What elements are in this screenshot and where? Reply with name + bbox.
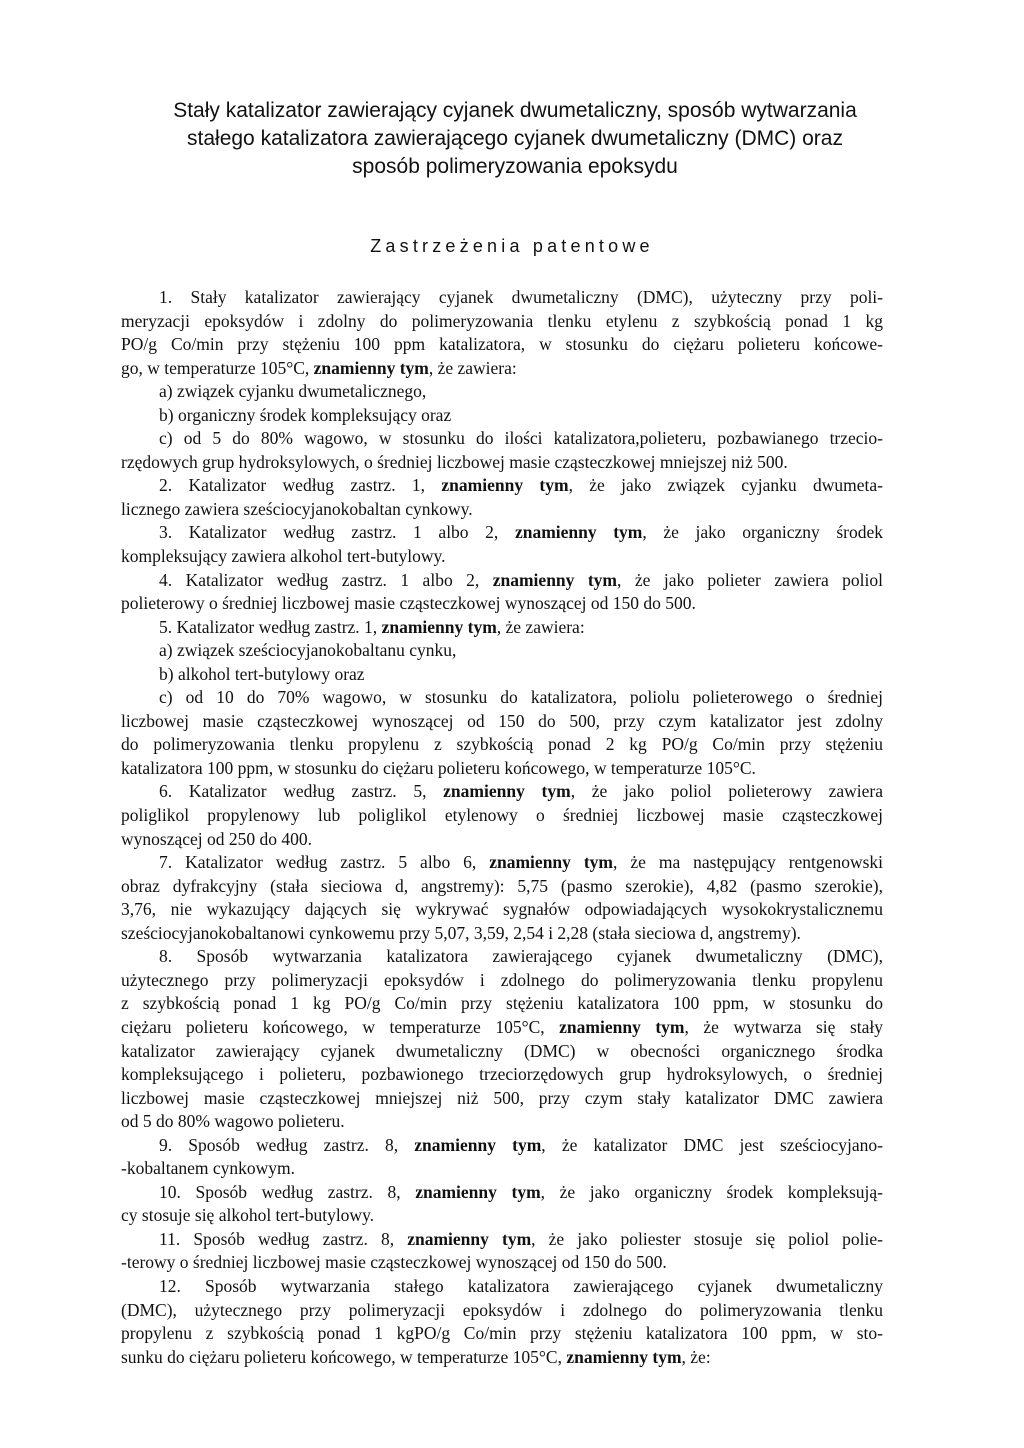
title-line: stałego katalizatora zawierającego cyjanek dwumetaliczny (DMC) oraz <box>187 127 843 150</box>
line-text: ciężaru polieteru końcowego, w temperaturze 105°C, <box>121 1016 560 1037</box>
line-text: 5. Katalizator według zastrz. 1, <box>159 616 382 637</box>
claim-line <box>121 733 883 757</box>
claim-line <box>121 1251 883 1275</box>
line-text: , że jako poliester stosuje się poliol polie- <box>531 1228 884 1249</box>
line-text: c) od 5 do 80% wagowo, w stosunku do ilości katalizatora,polieteru, pozbawianego trzecio- <box>159 428 883 449</box>
emphasis-text: znamienny tym <box>514 522 643 543</box>
line-text: katalizatora 100 ppm, w stosunku do ciężaru polieteru końcowego, w temperaturze 105°C. <box>121 757 756 778</box>
emphasis-text: znamienny tym <box>443 781 571 802</box>
claim-line <box>121 498 883 522</box>
emphasis-text: znamienny tym <box>407 1228 532 1249</box>
line-text: z szybkością ponad 1 kg PO/g Co/min przy stężeniu katalizatora 100 ppm, w stosunku do <box>121 993 883 1014</box>
line-text: polieterowy o średniej liczbowej masie cząsteczkowej wynoszącej od 150 do 500. <box>121 593 696 614</box>
line-text: 1. Stały katalizator zawierający cyjanek dwumetaliczny (DMC), użyteczny przy poli- <box>159 287 883 307</box>
line-text: a) związek cyjanku dwumetalicznego, <box>159 381 427 402</box>
line-text: kompleksującego i polieteru, pozbawionego trzeciorzędowych grup hydroksylowych, o średniej <box>121 1064 883 1085</box>
line-text: , że jako polieter zawiera poliol <box>617 569 883 590</box>
claim-line <box>121 922 883 946</box>
line-text: cy stosuje się alkohol tert-butylowy. <box>121 1205 375 1226</box>
claim-line <box>121 875 883 899</box>
claim-line <box>121 710 883 734</box>
emphasis-text: znamienny tym <box>414 1134 542 1155</box>
line-text: meryzacji epoksydów i zdolny do polimeryzowania tlenku etylenu z szybkością ponad 1 kg <box>121 310 883 331</box>
document-title <box>110 97 920 181</box>
claim-line <box>121 521 883 545</box>
claim-line <box>121 616 883 640</box>
line-text: propylenu z szybkością ponad 1 kgPO/g Co/min przy stężeniu katalizatora 100 ppm, w sto- <box>121 1323 883 1344</box>
claim-line <box>121 1228 883 1252</box>
claim-line <box>121 828 883 852</box>
line-text: do polimeryzowania tlenku propylenu z szybkością ponad 2 kg PO/g Co/min przy stężeniu <box>121 734 883 755</box>
claim-line <box>121 1322 883 1346</box>
claim-line <box>121 310 883 334</box>
line-text: , że jako poliol polieterowy zawiera <box>570 781 884 802</box>
claim-line <box>121 1181 883 1205</box>
line-text: 4. Katalizator według zastrz. 1 albo 2, <box>159 569 493 590</box>
claim-line <box>121 1157 883 1181</box>
line-text: c) od 10 do 70% wagowo, w stosunku do katalizatora, poliolu polieterowego o średniej <box>159 687 883 708</box>
claim-line <box>121 1204 883 1228</box>
line-text: 11. Sposób według zastrz. 8, <box>159 1228 408 1249</box>
emphasis-text: znamienny tym <box>559 1016 685 1037</box>
line-text: liczbowej masie cząsteczkowej mniejszej niż 500, przy czym stały katalizator DMC zawiera <box>121 1087 883 1108</box>
claim-line <box>121 851 883 875</box>
claim-line <box>121 1016 883 1040</box>
claim-line <box>121 898 883 922</box>
line-text: 6. Katalizator według zastrz. 5, <box>159 781 444 802</box>
claim-line <box>121 1346 883 1370</box>
claim-line <box>121 404 883 428</box>
claim-line <box>121 1134 883 1158</box>
line-text: a) związek sześciocyjanokobaltanu cynku, <box>159 640 457 661</box>
claim-line <box>121 804 883 828</box>
emphasis-text: znamienny tym <box>441 475 569 496</box>
claim-line <box>121 545 883 569</box>
claim-line <box>121 639 883 663</box>
claim-line <box>121 427 883 451</box>
claim-line <box>121 380 883 404</box>
line-text: , że jako organiczny środek <box>642 522 884 543</box>
claims-body <box>121 286 883 1369</box>
line-text: 2. Katalizator według zastrz. 1, <box>159 475 442 496</box>
section-heading: Zastrzeżenia patentowe <box>370 236 654 256</box>
claim-line <box>121 1063 883 1087</box>
claim-line <box>121 969 883 993</box>
emphasis-text: znamienny tym <box>566 1346 682 1367</box>
claim-line <box>121 1040 883 1064</box>
line-text: liczbowej masie cząsteczkowej wynoszącej od 150 do 500, przy czym katalizator jest zdolny <box>121 710 883 731</box>
line-text: 7. Katalizator według zastrz. 5 albo 6, <box>159 852 490 873</box>
claim-line <box>121 686 883 710</box>
line-text: PO/g Co/min przy stężeniu 100 ppm katalizatora, w stosunku do ciężaru polieteru końcowe- <box>121 334 883 355</box>
claim-line <box>121 569 883 593</box>
line-text: sunku do ciężaru polieteru końcowego, w temperaturze 105°C, <box>121 1346 567 1367</box>
claim-line <box>121 286 883 310</box>
line-text: , że zawiera: <box>496 616 585 637</box>
emphasis-text: znamienny tym <box>381 616 497 637</box>
line-text: poliglikol propylenowy lub poliglikol etylenowy o średniej liczbowej masie cząsteczkowej <box>121 805 883 826</box>
line-text: -kobaltanem cynkowym. <box>121 1158 295 1179</box>
line-text: b) organiczny środek kompleksujący oraz <box>159 404 452 425</box>
emphasis-text: znamienny tym <box>492 569 618 590</box>
line-text: go, w temperaturze 105°C, <box>121 357 314 378</box>
line-text: 9. Sposób według zastrz. 8, <box>159 1134 415 1155</box>
claim-line <box>121 592 883 616</box>
emphasis-text: znamienny tym <box>415 1181 541 1202</box>
line-text: licznego zawiera sześciocyjanokobaltan cynkowy. <box>121 498 473 519</box>
claim-line <box>121 1110 883 1134</box>
line-text: , że jako związek cyjanku dwumeta- <box>568 475 883 496</box>
line-text: , że katalizator DMC jest sześciocyjano- <box>541 1134 884 1155</box>
title-line: Stały katalizator zawierający cyjanek dwumetaliczny, sposób wytwarzania <box>173 99 857 122</box>
line-text: (DMC), użytecznego przy polimeryzacji epoksydów i zdolnego do polimeryzowania tlenku <box>121 1299 883 1320</box>
line-text: , że zawiera: <box>428 357 517 378</box>
claim-line <box>121 1087 883 1111</box>
line-text: 8. Sposób wytwarzania katalizatora zawierającego cyjanek dwumetaliczny (DMC), <box>159 946 883 967</box>
line-text: 12. Sposób wytwarzania stałego katalizatora zawierającego cyjanek dwumetaliczny <box>159 1275 883 1296</box>
line-text: 3. Katalizator według zastrz. 1 albo 2, <box>159 522 515 543</box>
line-text: rzędowych grup hydroksylowych, o średniej liczbowej masie cząsteczkowej mniejszej niż 500. <box>121 451 788 472</box>
title-line: sposób polimeryzowania epoksydu <box>352 155 678 178</box>
emphasis-text: znamienny tym <box>313 357 429 378</box>
claim-line <box>121 451 883 475</box>
line-text: wynoszącej od 250 do 400. <box>121 828 313 849</box>
line-text: b) alkohol tert-butylowy oraz <box>159 663 365 684</box>
line-text: , że ma następujący rentgenowski <box>613 852 884 873</box>
claim-line <box>121 357 883 381</box>
claim-line <box>121 992 883 1016</box>
line-text: od 5 do 80% wagowo polieteru. <box>121 1111 345 1132</box>
line-text: , że wytwarza się stały <box>684 1016 883 1037</box>
line-text: obraz dyfrakcyjny (stała sieciowa d, angstremy): 5,75 (pasmo szerokie), 4,82 (pasmo szerokie), <box>121 875 883 896</box>
claim-line <box>121 945 883 969</box>
line-text: katalizator zawierający cyjanek dwumetaliczny (DMC) w obecności organicznego środka <box>121 1040 883 1061</box>
line-text: , że jako organiczny środek kompleksują- <box>540 1181 883 1202</box>
claim-line <box>121 333 883 357</box>
line-text: 3,76, nie wykazujący dających się wykrywać sygnałów odpowiadających wysokokrystalicznemu <box>121 899 883 920</box>
line-text: 10. Sposób według zastrz. 8, <box>159 1181 416 1202</box>
emphasis-text: znamienny tym <box>489 852 614 873</box>
claim-line <box>121 757 883 781</box>
claim-line <box>121 780 883 804</box>
claim-line <box>121 474 883 498</box>
line-text: -terowy o średniej liczbowej masie cząsteczkowej wynoszącej od 150 do 500. <box>121 1252 667 1273</box>
line-text: użytecznego przy polimeryzacji epoksydów i zdolnego do polimeryzowania tlenku propylenu <box>121 969 883 990</box>
claim-line <box>121 663 883 687</box>
line-text: sześciocyjanokobaltanowi cynkowemu przy 5,07, 3,59, 2,54 i 2,28 (stała sieciowa d, angstremy). <box>121 922 801 943</box>
claim-line <box>121 1275 883 1299</box>
claim-line <box>121 1299 883 1323</box>
line-text: , że: <box>681 1346 711 1367</box>
line-text: kompleksujący zawiera alkohol tert-butylowy. <box>121 546 446 567</box>
